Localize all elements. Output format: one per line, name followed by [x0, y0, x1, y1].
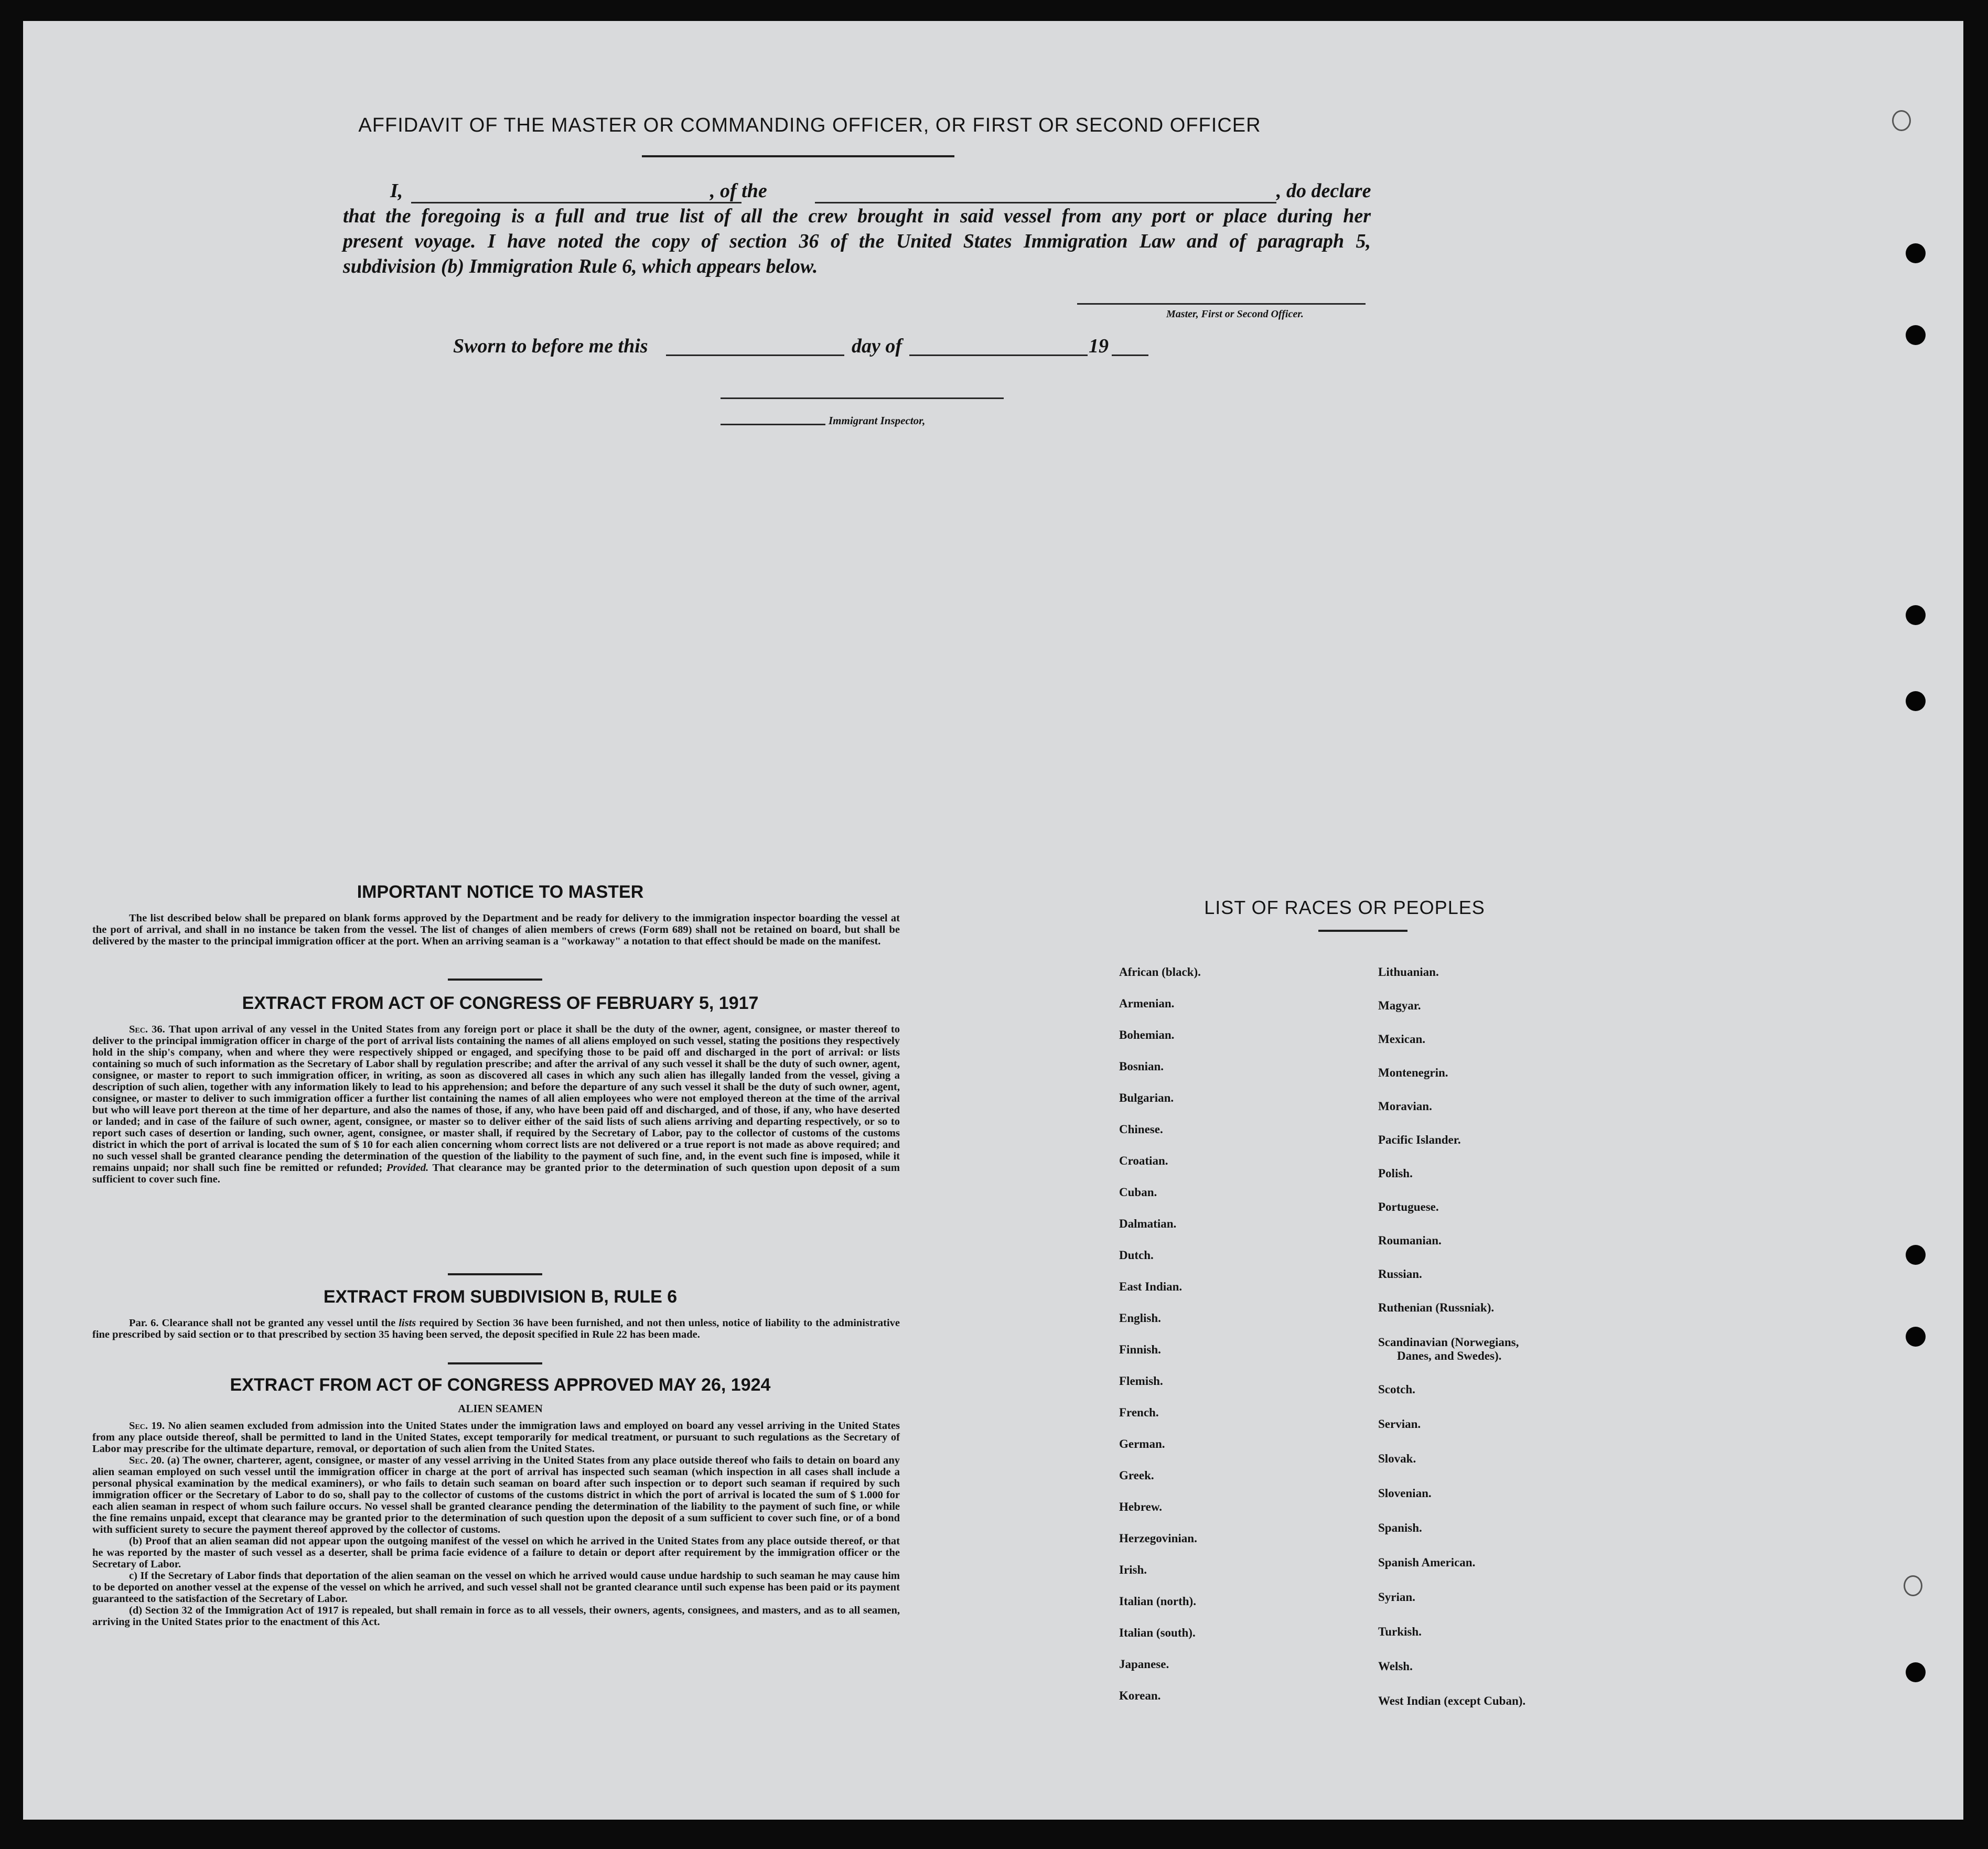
par-6-text-b: required by Section 36 have been furnished, and not then unless, notice of liability to the administrative fine prescribed by said section or to that prescribed by section 35 having been served, the deposit specified in Rule 22 has been made. [92, 1317, 900, 1340]
race-item: Servian. [1378, 1417, 1421, 1431]
day-of-text: day of [852, 335, 902, 357]
affidavit-line-3: present voyage. I have noted the copy of section 36 of the United States Immigration Law and of paragraph 5, [343, 230, 1371, 252]
race-item: Scandinavian (Norwegians, [1378, 1336, 1519, 1349]
race-item: East Indian. [1119, 1280, 1183, 1293]
inspector-line-bottom [721, 424, 825, 425]
notice-text: The list described below shall be prepared on blank forms approved by the Department and be ready for delivery to the immigration inspector boarding the vessel at the port of arrival, and shall in no instance be taken from the vessel. The list of changes of alien members of crews (Form 689) shall not be retained on board, but shall be delivered by the master to the principal immigration officer at the port. When an arriving seaman is a "workaway" a notation to that effect should be made on the manifest. [92, 912, 900, 947]
race-item: Croatian. [1119, 1154, 1168, 1167]
race-item: Slovak. [1378, 1452, 1416, 1465]
race-item: Spanish. [1378, 1521, 1422, 1534]
binder-hole [1906, 691, 1926, 711]
affidavit-line-2: that the foregoing is a full and true list of all the crew brought in said vessel from any port or place during her [343, 205, 1371, 227]
race-item: English. [1119, 1312, 1161, 1325]
extract-1924-title: EXTRACT FROM ACT OF CONGRESS APPROVED MAY 26, 1924 [230, 1375, 771, 1395]
race-item: Slovenian. [1378, 1487, 1432, 1500]
title-underline [642, 155, 954, 157]
race-item: Ruthenian (Russniak). [1378, 1301, 1495, 1314]
sec-36-label: Sec. 36. [129, 1024, 165, 1035]
sworn-text: Sworn to before me this [453, 335, 648, 357]
lists-word: lists [399, 1317, 416, 1329]
sec-20d-text: (d) Section 32 of the Immigration Act of 1917 is repealed, but shall remain in force as to all vessels, their owners, agents, consignees, and masters, and as to all seamen, arriving in the United States prior to the enactment of this Act. [92, 1605, 900, 1628]
race-item: Italian (north). [1119, 1595, 1196, 1608]
race-item: Turkish. [1378, 1625, 1422, 1638]
sec-20-label: Sec. 20. [129, 1455, 165, 1466]
race-item: Lithuanian. [1378, 965, 1439, 979]
name-blank [411, 202, 742, 203]
race-item: Bosnian. [1119, 1060, 1164, 1073]
sec-20a-text: (a) The owner, charterer, agent, consignee, or master of any vessel arriving in the United States from any place outside thereof who fails to detain on board any alien seaman employed on such vessel until the immigration officer in charge at the port of arrival has inspected such seaman (which inspection in all cases shall include a personal physical examination by the medical examiners), or who fails to detain such seaman on board after such inspection or to deport such seaman if required by such immigration officer or the Secretary of Labor to do so, shall pay to the collector of customs of the customs district in which the port of arrival is located the sum of $ 1.000 for each alien seaman in respect of whom such failure occurs. No vessel shall be granted clearance pending the determination of the liability to the payment of such fine, or while the fine remains unpaid, except that clearance may be granted prior to the determination of such question upon the deposit of a sum sufficient to cover such fine, or of a bond with sufficient surety to secure the payment thereof approved by the collector of customs. [92, 1455, 900, 1535]
rule-6-divider [448, 1362, 542, 1364]
race-item: Hebrew. [1119, 1500, 1162, 1513]
race-item: Korean. [1119, 1689, 1161, 1702]
affidavit-line-1 [343, 178, 1371, 203]
races-underline [1318, 930, 1407, 932]
affidavit-statement [343, 178, 1371, 279]
race-item: Syrian. [1378, 1590, 1415, 1604]
race-item: Japanese. [1119, 1658, 1169, 1671]
race-item: Dalmatian. [1119, 1217, 1177, 1230]
rule-6-title: EXTRACT FROM SUBDIVISION B, RULE 6 [323, 1287, 678, 1307]
notice-divider [448, 979, 542, 981]
race-item: Montenegrin. [1378, 1066, 1448, 1079]
race-item: Chinese. [1119, 1123, 1163, 1136]
binder-hole [1906, 1662, 1926, 1682]
alien-seamen-subtitle: ALIEN SEAMEN [458, 1402, 543, 1415]
race-item: Polish. [1378, 1167, 1413, 1180]
race-item: Dutch. [1119, 1249, 1154, 1262]
affidavit-declare: , do declare [1276, 180, 1371, 202]
inspector-label: Immigrant Inspector, [829, 414, 926, 427]
year-blank [1112, 354, 1148, 356]
binder-hole [1906, 243, 1926, 263]
sec-20c-text: c) If the Secretary of Labor finds that deportation of the alien seaman on the vessel on which he arrived would cause undue hardship to such seaman he may cause him to be deported on another vessel at the expense of the vessel on which he arrived, and such vessel shall not be granted clearance until such expense has been paid or its payment guaranteed to the satisfaction of the Secretary of Labor. [92, 1570, 900, 1605]
race-item: Armenian. [1119, 997, 1175, 1010]
document-page [23, 21, 1963, 1820]
inspector-line-top [721, 397, 1004, 399]
race-item: West Indian (except Cuban). [1378, 1694, 1526, 1707]
affidavit-of-the: , of the [710, 180, 767, 202]
race-item: Danes, and Swedes). [1397, 1349, 1502, 1362]
signature-line [1077, 303, 1366, 305]
notice-title: IMPORTANT NOTICE TO MASTER [357, 882, 644, 902]
race-item: Moravian. [1378, 1100, 1432, 1113]
extract-1924-body [92, 1420, 900, 1628]
sworn-day-blank [666, 354, 844, 356]
race-item: Cuban. [1119, 1186, 1157, 1199]
sec-19-label: Sec. 19. [129, 1420, 165, 1432]
race-item: Magyar. [1378, 999, 1421, 1012]
race-item: Welsh. [1378, 1660, 1413, 1673]
extract-1917-divider [448, 1273, 542, 1275]
month-blank [909, 354, 1088, 356]
par-6-text-a: Clearance shall not be granted any vessel until the [162, 1317, 396, 1329]
binder-hole [1904, 1575, 1922, 1596]
binder-hole [1906, 1245, 1926, 1265]
race-item: Italian (south). [1119, 1626, 1196, 1639]
race-item: Flemish. [1119, 1374, 1163, 1388]
race-item: Greek. [1119, 1469, 1154, 1482]
binder-hole [1906, 1327, 1926, 1347]
affidavit-title: AFFIDAVIT OF THE MASTER OR COMMANDING OFFICER, OR FIRST OR SECOND OFFICER [358, 114, 1261, 136]
race-item: Finnish. [1119, 1343, 1161, 1356]
affidavit-line-4: subdivision (b) Immigration Rule 6, which appears below. [343, 255, 818, 277]
binder-hole [1906, 325, 1926, 345]
binder-hole [1906, 605, 1926, 625]
race-item: Russian. [1378, 1267, 1422, 1281]
rule-6-body [92, 1317, 900, 1340]
race-item: German. [1119, 1437, 1165, 1450]
race-item: French. [1119, 1406, 1159, 1419]
race-item: African (black). [1119, 965, 1201, 979]
race-item: Irish. [1119, 1563, 1147, 1576]
vessel-blank [815, 202, 1276, 203]
sec-19-text: No alien seamen excluded from admission into the United States under the immigration laws and employed on board any vessel arriving in the United States from any place outside thereof, shall be permitted to land in the United States, except temporarily for medical treatment, or pursuant to such regulations as the Secretary of Labor may prescribe for the ultimate departure, removal, or deportation of such alien from the United States. [92, 1420, 900, 1455]
race-item: Portuguese. [1378, 1200, 1439, 1213]
extract-1917-title: EXTRACT FROM ACT OF CONGRESS OF FEBRUARY 5, 1917 [242, 993, 759, 1013]
provided-word: Provided. [386, 1162, 429, 1174]
year-prefix: 19 [1089, 335, 1109, 357]
extract-1917-body [92, 1024, 900, 1185]
race-item: Pacific Islander. [1378, 1133, 1461, 1146]
sec-36-text: That upon arrival of any vessel in the United States from any foreign port or place it shall be the duty of the owner, agent, consignee, or master thereof to deliver to the principal immigration officer in charge of the port of arrival lists containing the names of all aliens employed on such vessel, stating the positions they respectively hold in the ship's company, when and where they were respectively shipped or engaged, and specifying those to be paid off and discharged in the port of arrival: or lists containing so much of such information as the Secretary of Labor shall by regulation prescribe; and after the arrival of any such vessel it shall be the duty of such owner, agent, consignee, or master to report to such immigration officer, in writing, as soon as discovered all cases in which any such alien has illegally landed from the vessel, giving a description of such alien, together with any information likely to lead to his apprehension; and before the departure of any such vessel it shall be the duty of such owner, agent, consignee, or master to deliver to such immigration officer a further list containing the names of all alien employees who were not employed thereon at the time of the arrival but who will leave port thereon at the time of her departure, and also the names of those, if any, who have been paid off and discharged, and of those, if any, who have deserted or landed; and in case of the failure of such owner, agent, consignee, or master so to deliver either of the said lists of such aliens arriving and departing respectively, or so to report such cases of desertion or landing, such owner, agent, consignee, or master shall, if required by the Secretary of Labor, pay to the collector of customs of the customs district in which the port of arrival is located the sum of $ 10 for each alien concerning whom correct lists are not delivered or a true report is not made as above required; and no such vessel shall be granted clearance pending the determination of the question of the liability to the payment of such fine, and, in the event such fine is imposed, while it remains unpaid; nor shall such fine be remitted or refunded; [92, 1024, 900, 1174]
races-title: LIST OF RACES OR PEOPLES [1204, 897, 1485, 918]
sec-20b-text: (b) Proof that an alien seaman did not appear upon the outgoing manifest of the vessel on which he arrived in the United States from any place outside thereof, or that he was reported by the master of such vessel as a deserter, shall be prima facie evidence of a failure to detain or deport after requirement by the immigration officer or the Secretary of Labor. [92, 1535, 900, 1570]
race-item: Mexican. [1378, 1033, 1426, 1046]
signature-label: Master, First or Second Officer. [1166, 308, 1304, 320]
binder-hole [1892, 110, 1911, 131]
race-item: Spanish American. [1378, 1556, 1476, 1569]
par-6-label: Par. 6. [129, 1317, 159, 1329]
sec-36-tail: That clearance may be granted prior to the determination of such question upon deposit of a sum sufficient to cover such fine. [92, 1162, 900, 1185]
race-item: Bulgarian. [1119, 1091, 1174, 1104]
race-item: Bohemian. [1119, 1028, 1175, 1041]
race-item: Scotch. [1378, 1383, 1415, 1396]
race-item: Herzegovinian. [1119, 1532, 1197, 1545]
affidavit-i: I, [390, 180, 403, 202]
notice-body [92, 912, 900, 947]
race-item: Roumanian. [1378, 1234, 1442, 1247]
